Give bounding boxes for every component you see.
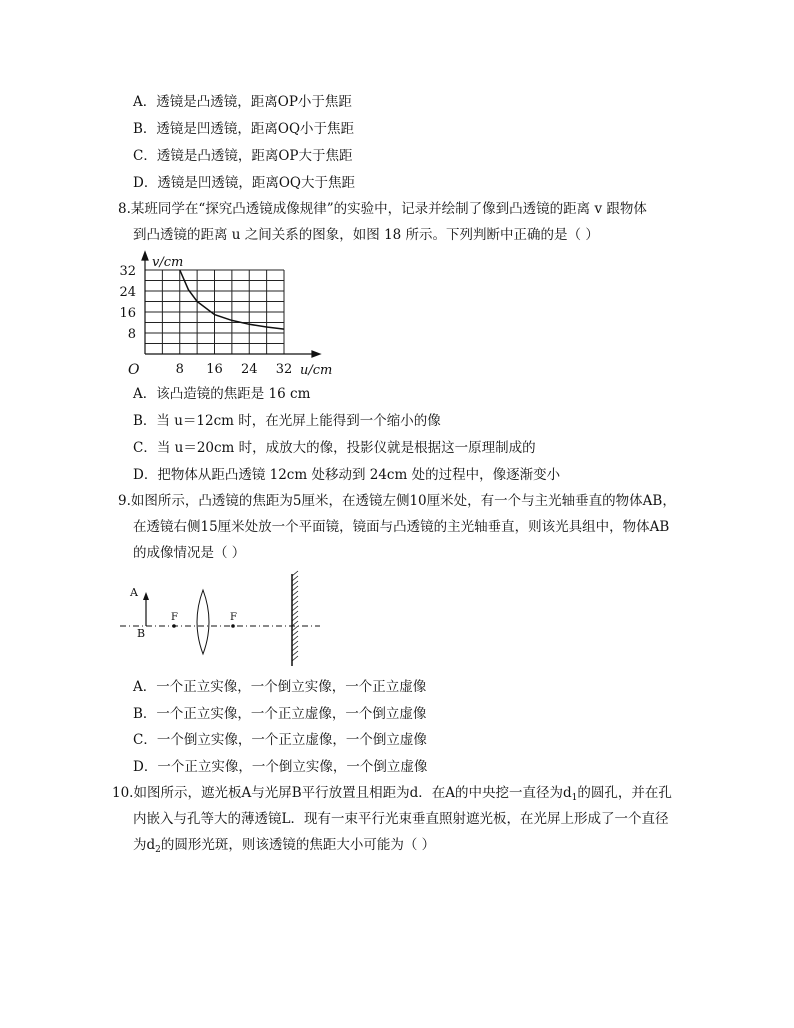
- q9-option-c: C．一个倒立实像，一个正立虚像，一个倒立虚像: [133, 732, 427, 748]
- x-tick-label: 16: [206, 362, 223, 377]
- q7-option-c: C．透镜是凸透镜，距离OP大于焦距: [133, 148, 353, 164]
- q8-stem-line1: 8.某班同学在“探究凸透镜成像规律”的实验中，记录并绘制了像到凸透镜的距离 v 跟物体: [118, 201, 647, 217]
- label-b: B: [137, 627, 146, 640]
- q9-stem-line2: 在透镜右侧15厘米处放一个平面镜，镜面与凸透镜的主光轴垂直，则该光具组中，物体AB: [133, 519, 670, 535]
- q10-stem-line3: 为$d_2$的圆形光斑，则该透镜的焦距大小可能为（ ）: [133, 837, 436, 855]
- mirror-hatch-line: [292, 626, 298, 631]
- focal-point-right: [231, 624, 235, 628]
- x-axis-arrow: [312, 351, 320, 357]
- chart-ylabel: v/cm: [152, 255, 184, 270]
- mirror-hatch-line: [292, 641, 298, 646]
- y-tick-label: 8: [127, 327, 136, 342]
- y-tick-label: 16: [119, 306, 136, 321]
- q9-option-b: B．一个正立实像，一个正立虚像，一个倒立虚像: [133, 706, 427, 722]
- chart-origin-label: O: [128, 362, 140, 378]
- q8-stem-line2: 到凸透镜的距离 u 之间关系的图象，如图 18 所示。下列判断中正确的是（ ）: [133, 227, 599, 243]
- q9-optics-diagram: [115, 570, 325, 670]
- q7-option-a: A．透镜是凸透镜，距离OP小于焦距: [133, 94, 352, 110]
- mirror-hatch-line: [292, 631, 298, 636]
- focal-point-left: [172, 624, 176, 628]
- q8-option-b: B．当 u＝12cm 时，在光屏上能得到一个缩小的像: [133, 413, 441, 429]
- chart-grid: [145, 270, 284, 354]
- q7-option-d: D．透镜是凹透镜，距离OQ大于焦距: [133, 175, 355, 191]
- mirror-hatch-line: [292, 646, 298, 651]
- q8-option-c: C．当 u＝20cm 时，成放大的像，投影仪就是根据这一原理制成的: [133, 440, 536, 456]
- q10-stem-line1: 10.如图所示，遮光板A与光屏B平行放置且相距为d．在A的中央挖一直径为$d_1$的圆孔，并在孔: [112, 785, 672, 803]
- q8-option-d: D．把物体从距凸透镜 12cm 处移动到 24cm 处的过程中，像逐渐变小: [133, 467, 561, 483]
- mirror-hatch-line: [292, 601, 298, 606]
- mirror-hatch-line: [292, 596, 298, 601]
- mirror-hatch-line: [292, 571, 298, 576]
- mirror-hatch-line: [292, 586, 298, 591]
- mirror-hatch-line: [292, 606, 298, 611]
- label-f-left: F: [171, 612, 178, 623]
- q9-option-a: A．一个正立实像，一个倒立实像，一个正立虚像: [133, 679, 427, 695]
- y-tick-label: 24: [119, 285, 136, 300]
- mirror-hatching: [292, 571, 298, 661]
- mirror-hatch-line: [292, 651, 298, 656]
- q9-stem-line3: 的成像情况是（ ）: [133, 545, 246, 561]
- convex-lens: [197, 590, 209, 654]
- chart-xlabel: u/cm: [300, 363, 333, 378]
- object-arrow-head: [143, 592, 149, 600]
- q9-stem-line1: 9.如图所示，凸透镜的焦距为5厘米，在透镜左侧10厘米处，有一个与主光轴垂直的物体AB，: [118, 493, 676, 509]
- q7-option-b: B．透镜是凹透镜，距离OQ小于焦距: [133, 121, 355, 137]
- y-axis-arrow: [142, 252, 148, 260]
- mirror-hatch-line: [292, 621, 298, 626]
- mirror-hatch-line: [292, 576, 298, 581]
- q8-chart: [110, 250, 350, 378]
- label-f-right: F: [230, 612, 237, 623]
- label-a: A: [130, 586, 138, 599]
- q9-option-d: D．一个正立实像，一个倒立实像，一个倒立虚像: [133, 759, 428, 775]
- mirror-hatch-line: [292, 656, 298, 661]
- y-tick-label: 32: [119, 264, 136, 279]
- q8-option-a: A．该凸造镜的焦距是 16 cm: [133, 386, 311, 402]
- q10-stem-line2: 内嵌入与孔等大的薄透镜L．现有一束平行光束垂直照射遮光板，在光屏上形成了一个直径: [133, 811, 669, 827]
- x-tick-label: 8: [175, 362, 184, 377]
- mirror-hatch-line: [292, 611, 298, 616]
- x-tick-label: 24: [240, 362, 258, 377]
- mirror-hatch-line: [292, 581, 298, 586]
- mirror-hatch-line: [292, 636, 298, 641]
- mirror-hatch-line: [292, 616, 298, 621]
- x-tick-label: 32: [275, 362, 293, 377]
- mirror-hatch-line: [292, 591, 298, 596]
